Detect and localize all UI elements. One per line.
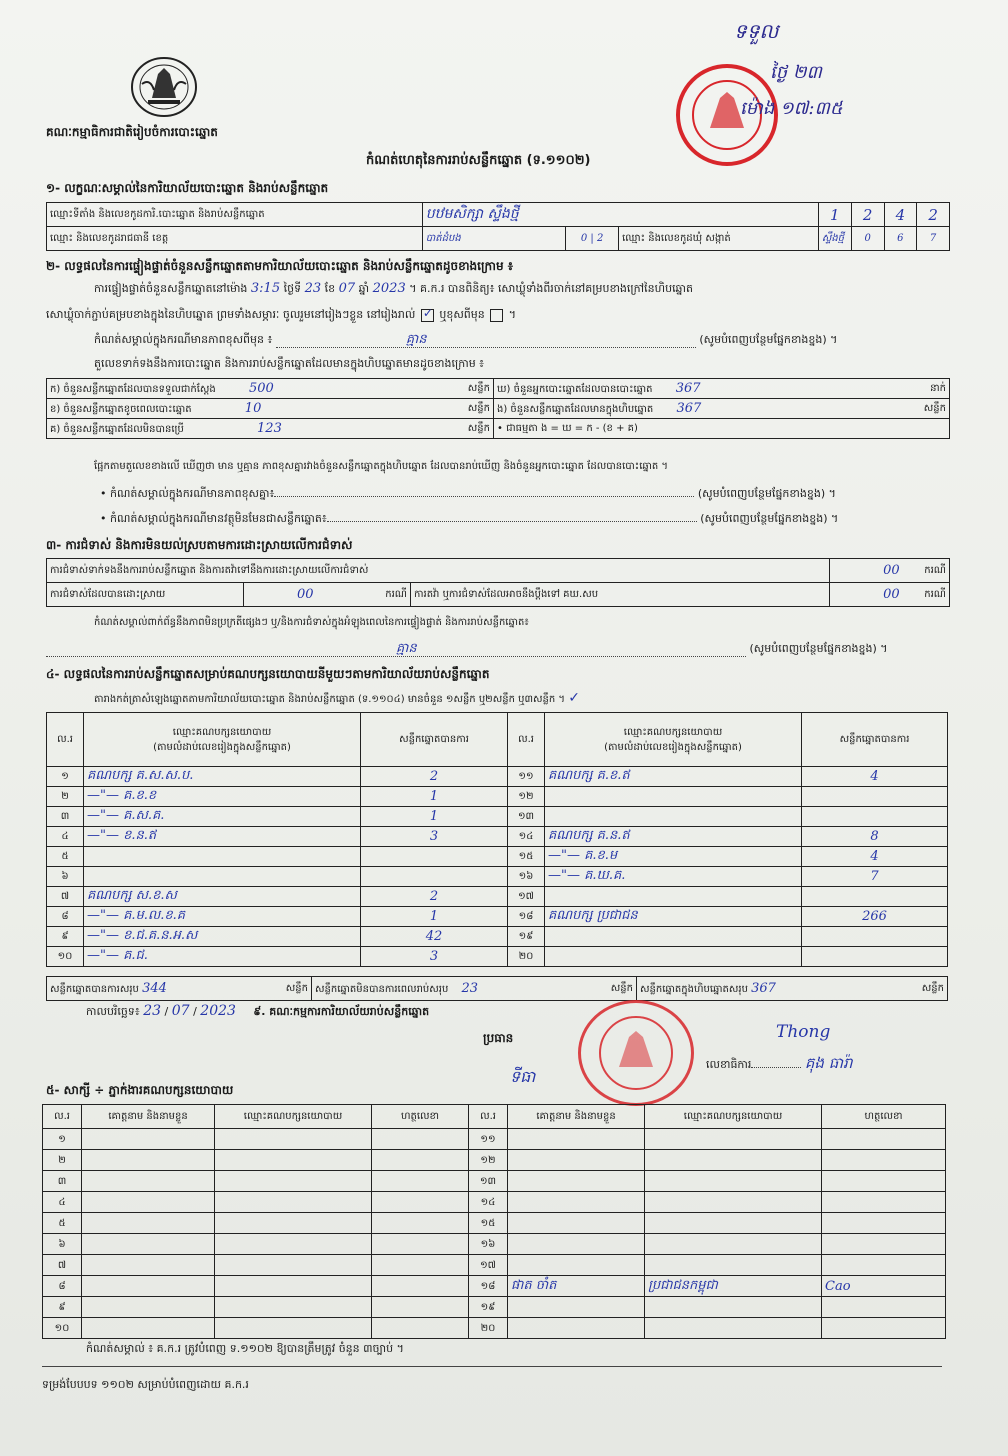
row-votes — [361, 847, 508, 867]
witness-signature — [372, 1150, 469, 1171]
witness-party: ប្រជាជនកម្ពុជា — [645, 1276, 822, 1297]
figure-a: ក) ចំនួនសន្លឹកឆ្នោតដែលបានទទួលជាក់ស្តែង 500 សន្លឹក — [47, 379, 494, 399]
row-party: —"— គ.ម.ល.ខ.គ — [84, 907, 361, 927]
witness-name — [508, 1192, 645, 1213]
witness-row — [43, 1234, 946, 1255]
ballot-figures-table — [46, 378, 950, 439]
row-party: —"— គ.ស.គ. — [84, 807, 361, 827]
witness-signature: Cao — [822, 1276, 946, 1297]
row-no: ១៥ — [508, 847, 545, 867]
footer-form-id: ទម្រង់បែបបទ ១១០២ សម្រាប់បំពេញដោយ គ.ក.រ — [42, 1378, 249, 1391]
section-1-heading: ១- លក្ខណៈសម្គាល់នៃការិយាល័យបោះឆ្នោត និងរាប់សន្លឹកឆ្នោត — [46, 181, 329, 195]
witness-signature — [372, 1129, 469, 1150]
witness-row — [43, 1297, 946, 1318]
row-party: —"— គ.ខ.ម — [545, 847, 802, 867]
witness-row — [43, 1255, 946, 1276]
witness-signature — [372, 1276, 469, 1297]
objections-table — [46, 558, 950, 607]
results-row — [47, 787, 948, 807]
total-invalid: សន្លឹកឆ្នោតមិនបានការពេលរាប់សរុប 23 សន្លឹក — [312, 977, 637, 1001]
witness-name — [508, 1150, 645, 1171]
results-row — [47, 907, 948, 927]
objection-row-1-label: ការជំទាស់ទាក់ទងនឹងការរាប់សន្លឹកឆ្នោត និងការតវ៉ាទៅនឹងការដោះស្រាយលើការជំទាស់ — [47, 559, 830, 583]
witness-name: ផាត ចាំត — [508, 1276, 645, 1297]
footer-divider — [42, 1366, 942, 1367]
witness-no: ១៤ — [469, 1192, 508, 1213]
witness-no: ១១ — [469, 1129, 508, 1150]
row-party: គណបក្ស គ.ន.ឥ — [545, 827, 802, 847]
w-col-no: ល.រ — [43, 1105, 82, 1129]
witness-row — [43, 1129, 946, 1150]
col-party: ឈ្មោះគណបក្សនយោបាយ (តាមលំដាប់លេខរៀងក្នុងសន្លឹកឆ្នោត) — [84, 713, 361, 767]
row-votes — [802, 927, 948, 947]
section-4-heading: ៤- លទ្ធផលនៃការរាប់សន្លឹកឆ្នោតសម្រាប់គណបក្សនយោបាយនីមួយៗតាមការិយាល័យរាប់សន្លឹកឆ្នោត — [46, 667, 490, 681]
discrepancy-line: ផ្អែកតាមតួលេខខាងលើ ឃើញថា មាន ឬគ្មាន ភាពខុសគ្នារវាងចំនួនសន្លឹកឆ្នោតក្នុងហិបឆ្នោត ដែលបានរាប់ឃើញ និងចំនួនអ្នកបោះឆ្នោត ដែលបានបោះឆ្នោត ។ — [94, 461, 669, 472]
section-2-heading: ២- លទ្ធផលនៃការផ្ទៀងផ្ទាត់ចំនួនសន្លឹកឆ្នោតតាមការិយាល័យបោះឆ្នោត និងរាប់សន្លឹកឆ្នោតដូចខាងក្រោម ៖ — [46, 259, 514, 273]
row-votes: 4 — [802, 767, 948, 787]
row-party: —"— គ.ឃ.គ. — [545, 867, 802, 887]
site-code-3: 4 — [884, 203, 917, 227]
witness-no: ៧ — [43, 1255, 82, 1276]
row-no: ២០ — [508, 947, 545, 967]
total-in-box: សន្លឹកឆ្នោតក្នុងហិបឆ្នោតសរុប 367 សន្លឹក — [637, 977, 948, 1001]
witness-party — [215, 1255, 372, 1276]
witness-no: ១០ — [43, 1318, 82, 1339]
row-no: ១៣ — [508, 807, 545, 827]
witness-party — [215, 1171, 372, 1192]
witness-signature — [372, 1234, 469, 1255]
row-votes: 2 — [361, 767, 508, 787]
row-votes: 1 — [361, 787, 508, 807]
site-code-1: 1 — [818, 203, 851, 227]
row-party — [84, 867, 361, 887]
row-votes: 1 — [361, 907, 508, 927]
row-no: ១៨ — [508, 907, 545, 927]
witness-no: ១៥ — [469, 1213, 508, 1234]
section-5-heading: ៥- សាក្សី ÷ ភ្នាក់ងារគណបក្សនយោបាយ — [46, 1083, 234, 1097]
foreign-object-note: • កំណត់សម្គាល់ក្នុងករណីមានវត្ថុមិនមែនជាសន្លឹកឆ្នោត៖ (សូមបំពេញបន្ថែមផ្នែកខាងខ្នង) ។ — [100, 512, 839, 525]
objection-row-1-value: 00 ករណី — [830, 559, 950, 583]
site-code-2: 2 — [851, 203, 884, 227]
witness-row — [43, 1276, 946, 1297]
figure-formula: • ជាធម្មតា ង = ឃ = ក - (ខ + គ) — [494, 419, 950, 439]
chair-label: ប្រធាន — [483, 1031, 514, 1045]
witness-party — [645, 1234, 822, 1255]
verification-line-1: ការផ្ទៀងផ្ទាត់ចំនួនសន្លឹកឆ្នោតនៅម៉ោង 3:15 ថ្ងៃទី 23 ខែ 07 ឆ្នាំ 2023 ។ គ.ក.រ បានពិនិត្យ៖ សោឃ្លុំទាំងពីរចាក់នៅគម្របខាងក្រៅនៃហិបឆ្នោត — [94, 281, 694, 296]
row-party — [545, 787, 802, 807]
witness-name — [508, 1255, 645, 1276]
row-no: ១៤ — [508, 827, 545, 847]
w-col-sig-2: ហត្ថលេខា — [822, 1105, 946, 1129]
witness-signature — [822, 1255, 946, 1276]
verification-line-4: តួលេខទាក់ទងនឹងការបោះឆ្នោត និងការរាប់សន្លឹកឆ្នោតដែលមានក្នុងហិបឆ្នោតមានដូចខាងក្រោម ៖ — [94, 357, 485, 370]
site-value: បឋមសិក្សា ស្ទឹងថ្មី — [422, 203, 818, 227]
row-party: —"— ខ.ន.ឥ — [84, 827, 361, 847]
row-votes: 266 — [802, 907, 948, 927]
row-no: ១១ — [508, 767, 545, 787]
witness-row — [43, 1150, 946, 1171]
section-4-intro: តារាងកត់ត្រាសំឡេងឆ្នោតតាមការិយាល័យបោះឆ្នោត និងរាប់សន្លឹកឆ្នោត (ទ.១១០៤) មានចំនួន ១សន្លឹក ឬ២សន្លឹក ឬ៣សន្លឹក ។ ✓ — [94, 690, 580, 706]
row-votes: 8 — [802, 827, 948, 847]
witness-name — [82, 1192, 215, 1213]
figure-c: គ) ចំនួនសន្លឹកឆ្នោតដែលមិនបានប្រើ 123 សន្លឹក — [47, 419, 494, 439]
province-code: 0 | 2 — [566, 227, 619, 251]
witness-name — [82, 1276, 215, 1297]
commune-code-1: 0 — [851, 227, 884, 251]
results-table — [46, 712, 948, 967]
emblem-icon — [128, 54, 200, 120]
witness-no: ៥ — [43, 1213, 82, 1234]
committee-name: គណៈកម្មាធិការជាតិរៀបចំការបោះឆ្នោត — [46, 125, 218, 139]
witness-party — [215, 1129, 372, 1150]
row-no: ៣ — [47, 807, 84, 827]
results-row — [47, 827, 948, 847]
row-votes: 1 — [361, 807, 508, 827]
row-votes: 3 — [361, 827, 508, 847]
witness-party — [215, 1276, 372, 1297]
witness-row — [43, 1192, 946, 1213]
witness-party — [645, 1192, 822, 1213]
row-party: —"— គ.ជ. — [84, 947, 361, 967]
w-col-party-2: ឈ្មោះគណបក្សនយោបាយ — [645, 1105, 822, 1129]
totals-table — [46, 976, 948, 1001]
witness-no: ១ — [43, 1129, 82, 1150]
commune-label: ឈ្មោះ និងលេខកូដឃុំ សង្កាត់ — [619, 227, 819, 251]
row-party: —"— ខ.ជ.គ.ន.អ.ស — [84, 927, 361, 947]
row-no: ៧ — [47, 887, 84, 907]
witness-party — [645, 1171, 822, 1192]
different-checkbox[interactable] — [490, 309, 503, 322]
witness-name — [508, 1129, 645, 1150]
results-row — [47, 887, 948, 907]
witness-name — [508, 1234, 645, 1255]
province-label: ឈ្មោះ និងលេខកូដរាជធានី ខេត្ត — [47, 227, 423, 251]
witness-signature — [372, 1192, 469, 1213]
witness-signature — [822, 1171, 946, 1192]
objection-resolved-label: ការជំទាស់ដែលបានដោះស្រាយ — [47, 583, 244, 607]
witness-name — [82, 1234, 215, 1255]
checkmark-icon: ✓ — [422, 305, 433, 320]
witness-signature — [372, 1213, 469, 1234]
discrepancy-note: • កំណត់សម្គាល់ក្នុងករណីមានភាពខុសគ្នា៖ (សូមបំពេញបន្ថែមផ្នែកខាងខ្នង) ។ — [100, 487, 836, 500]
witness-signature — [372, 1171, 469, 1192]
row-no: ១៧ — [508, 887, 545, 907]
witness-party — [215, 1150, 372, 1171]
witness-no: ១៩ — [469, 1297, 508, 1318]
row-party: គណបក្ស ស.ខ.ស — [84, 887, 361, 907]
witness-name — [82, 1171, 215, 1192]
row-party: គណបក្ស ប្រជាជន — [545, 907, 802, 927]
col-no: ល.រ — [47, 713, 84, 767]
witness-name — [508, 1297, 645, 1318]
results-row — [47, 947, 948, 967]
witness-signature — [822, 1297, 946, 1318]
witness-no: ២០ — [469, 1318, 508, 1339]
row-party — [84, 847, 361, 867]
irregularity-note: កំណត់សម្គាល់ពាក់ព័ន្ធនឹងភាពមិនប្រក្រតីផ្សេងៗ ឬ/និងការជំទាស់ក្នុងអំឡុងពេលនៃការផ្ទៀងផ្ទាត់ និងការរាប់សន្លឹកឆ្នោត៖ — [94, 617, 529, 628]
witness-row — [43, 1213, 946, 1234]
witness-name — [82, 1150, 215, 1171]
row-votes — [802, 947, 948, 967]
secretary-line: លេខាធិការ គុង ធារ៉ា — [706, 1054, 853, 1072]
witness-name — [82, 1297, 215, 1318]
row-no: ៨ — [47, 907, 84, 927]
w-col-sig: ហត្ថលេខា — [372, 1105, 469, 1129]
witness-signature — [822, 1234, 946, 1255]
witness-party — [215, 1318, 372, 1339]
row-votes: 4 — [802, 847, 948, 867]
witness-name — [508, 1318, 645, 1339]
row-votes — [802, 787, 948, 807]
witness-signature — [372, 1318, 469, 1339]
witness-signature — [372, 1297, 469, 1318]
row-party: គណបក្ស គ.ខ.ឥ — [545, 767, 802, 787]
row-votes — [802, 887, 948, 907]
witness-no: ២ — [43, 1150, 82, 1171]
same-checkbox[interactable] — [421, 305, 434, 322]
witness-party — [215, 1213, 372, 1234]
commune-code-3: 7 — [917, 227, 950, 251]
witness-signature — [822, 1213, 946, 1234]
received-note-2: ថ្ងៃ ២៣ — [770, 62, 822, 83]
witness-name — [82, 1213, 215, 1234]
witness-signature — [372, 1255, 469, 1276]
witness-signature — [822, 1150, 946, 1171]
witness-no: ៦ — [43, 1234, 82, 1255]
witness-row — [43, 1318, 946, 1339]
w-col-name-2: គោត្តនាម និងនាមខ្លួន — [508, 1105, 645, 1129]
row-votes — [802, 807, 948, 827]
row-no: ២ — [47, 787, 84, 807]
col-party-2: ឈ្មោះគណបក្សនយោបាយ (តាមលំដាប់លេខរៀងក្នុងសន្លឹកឆ្នោត) — [545, 713, 802, 767]
site-code-4: 2 — [917, 203, 950, 227]
received-note-1: ទទួល — [734, 19, 779, 43]
witness-party — [645, 1129, 822, 1150]
commune-code-2: 6 — [884, 227, 917, 251]
verification-line-2: សោឃ្លុំចាក់ភ្ជាប់គម្របខាងក្នុងនៃហិបឆ្នោត ព្រមទាំងសម្ភារៈ ចូលរួមនៅរៀងៗខ្លួន នៅរៀងរាល់ ✓ ឬខុសពីមុន ។ — [46, 305, 516, 321]
row-no: ១០ — [47, 947, 84, 967]
row-no: ១៦ — [508, 867, 545, 887]
witness-no: ១២ — [469, 1150, 508, 1171]
witness-no: ៣ — [43, 1171, 82, 1192]
witness-no: ១៧ — [469, 1255, 508, 1276]
witness-party — [645, 1297, 822, 1318]
section-1-table — [46, 202, 950, 251]
row-party — [545, 927, 802, 947]
witness-signature — [822, 1192, 946, 1213]
date-line: កាលបរិច្ឆេទ៖ 23 / 07 / 2023 ៩. គណៈកម្មការការិយាល័យរាប់សន្លឹកឆ្នោត — [86, 1003, 430, 1019]
row-party: —"— គ.ខ.ខ — [84, 787, 361, 807]
w-col-no-2: ល.រ — [469, 1105, 508, 1129]
witness-name — [82, 1255, 215, 1276]
verification-line-3: កំណត់សម្គាល់ក្នុងករណីមានភាពខុសពីមុន ៖ គ្មាន (សូមបំពេញបន្ថែមផ្នែកខាងខ្នង) ។ — [94, 332, 838, 347]
row-votes: 2 — [361, 887, 508, 907]
row-votes: 3 — [361, 947, 508, 967]
witness-party — [645, 1255, 822, 1276]
w-col-name: គោត្តនាម និងនាមខ្លួន — [82, 1105, 215, 1129]
section-3-heading: ៣- ការជំទាស់ និងការមិនយល់ស្របតាមការដោះស្រាយលើការជំទាស់ — [46, 538, 353, 552]
witness-party — [215, 1297, 372, 1318]
row-party — [545, 887, 802, 907]
witness-no: ៤ — [43, 1192, 82, 1213]
witness-signature — [822, 1129, 946, 1150]
w-col-party: ឈ្មោះគណបក្សនយោបាយ — [215, 1105, 372, 1129]
form-title: កំណត់ហេតុនៃការរាប់សន្លឹកឆ្នោត (ទ.១១០២) — [366, 153, 591, 168]
witness-table — [42, 1104, 946, 1339]
row-no: ៦ — [47, 867, 84, 887]
witness-signature — [822, 1318, 946, 1339]
objection-appeal-value: 00 ករណី — [830, 583, 950, 607]
col-votes: សន្លឹកឆ្នោតបានការ — [361, 713, 508, 767]
witness-no: ១៣ — [469, 1171, 508, 1192]
received-note-3: ម៉ោង ១៧:៣៥ — [740, 98, 843, 119]
witness-name — [82, 1318, 215, 1339]
official-stamp-icon — [578, 1000, 694, 1106]
row-party: គណបក្ស គ.ស.ស.ប. — [84, 767, 361, 787]
witness-name — [508, 1213, 645, 1234]
witness-party — [215, 1234, 372, 1255]
row-no: ៤ — [47, 827, 84, 847]
row-votes: 42 — [361, 927, 508, 947]
footer-note: កំណត់សម្គាល់ ៖ គ.ក.រ ត្រូវបំពេញ ទ.១១០២ ឱ្យបានត្រឹមត្រូវ ចំនួន ៣ច្បាប់ ។ — [86, 1342, 404, 1355]
witness-no: ៨ — [43, 1276, 82, 1297]
row-no: ៩ — [47, 927, 84, 947]
witness-party — [645, 1150, 822, 1171]
row-party — [545, 947, 802, 967]
objection-appeal-label: ការតវ៉ា ឬការជំទាស់ដែលអាចនឹងប្តឹងទៅ គឃ.សប — [411, 583, 830, 607]
row-no: ១២ — [508, 787, 545, 807]
province-value: បាត់ដំបង — [422, 227, 565, 251]
row-votes — [361, 867, 508, 887]
row-no: ៥ — [47, 847, 84, 867]
figure-d: ឃ) ចំនួនអ្នកបោះឆ្នោតដែលបានបោះឆ្នោត 367 នាក់ — [494, 379, 950, 399]
witness-no: ៩ — [43, 1297, 82, 1318]
results-row — [47, 847, 948, 867]
site-label: ឈ្មោះទីតាំង និងលេខកូដការិ.បោះឆ្នោត និងរាប់សន្លឹកឆ្នោត — [47, 203, 423, 227]
row-votes: 7 — [802, 867, 948, 887]
witness-name — [82, 1129, 215, 1150]
commune-value: ស្ទឹងថ្មី — [818, 227, 851, 251]
results-row — [47, 807, 948, 827]
figure-e: ង) ចំនួនសន្លឹកឆ្នោតដែលមានក្នុងហិបឆ្នោត 367 សន្លឹក — [494, 399, 950, 419]
checkmark-icon: ✓ — [568, 690, 580, 706]
witness-name — [508, 1171, 645, 1192]
witness-row — [43, 1171, 946, 1192]
results-row — [47, 867, 948, 887]
row-no: ១ — [47, 767, 84, 787]
row-no: ១៩ — [508, 927, 545, 947]
witness-no: ១៦ — [469, 1234, 508, 1255]
row-party — [545, 807, 802, 827]
witness-party — [645, 1213, 822, 1234]
chair-signature: ទីធា — [510, 1067, 536, 1086]
col-votes-2: សន្លឹកឆ្នោតបានការ — [802, 713, 948, 767]
col-no-2: ល.រ — [508, 713, 545, 767]
results-row — [47, 767, 948, 787]
total-valid: សន្លឹកឆ្នោតបានការសរុប 344 សន្លឹក — [47, 977, 312, 1001]
witness-party — [215, 1192, 372, 1213]
objection-resolved-value: 00 ករណី — [244, 583, 411, 607]
witness-party — [645, 1318, 822, 1339]
figure-b: ខ) ចំនួនសន្លឹកឆ្នោតខូចពេលបោះឆ្នោត 10 សន្លឹក — [47, 399, 494, 419]
results-row — [47, 927, 948, 947]
witness-no: ១៨ — [469, 1276, 508, 1297]
secretary-signature: Thong — [776, 1022, 831, 1042]
irregularity-line: គ្មាន (សូមបំពេញបន្ថែមផ្នែកខាងខ្នង) ។ — [46, 642, 888, 657]
